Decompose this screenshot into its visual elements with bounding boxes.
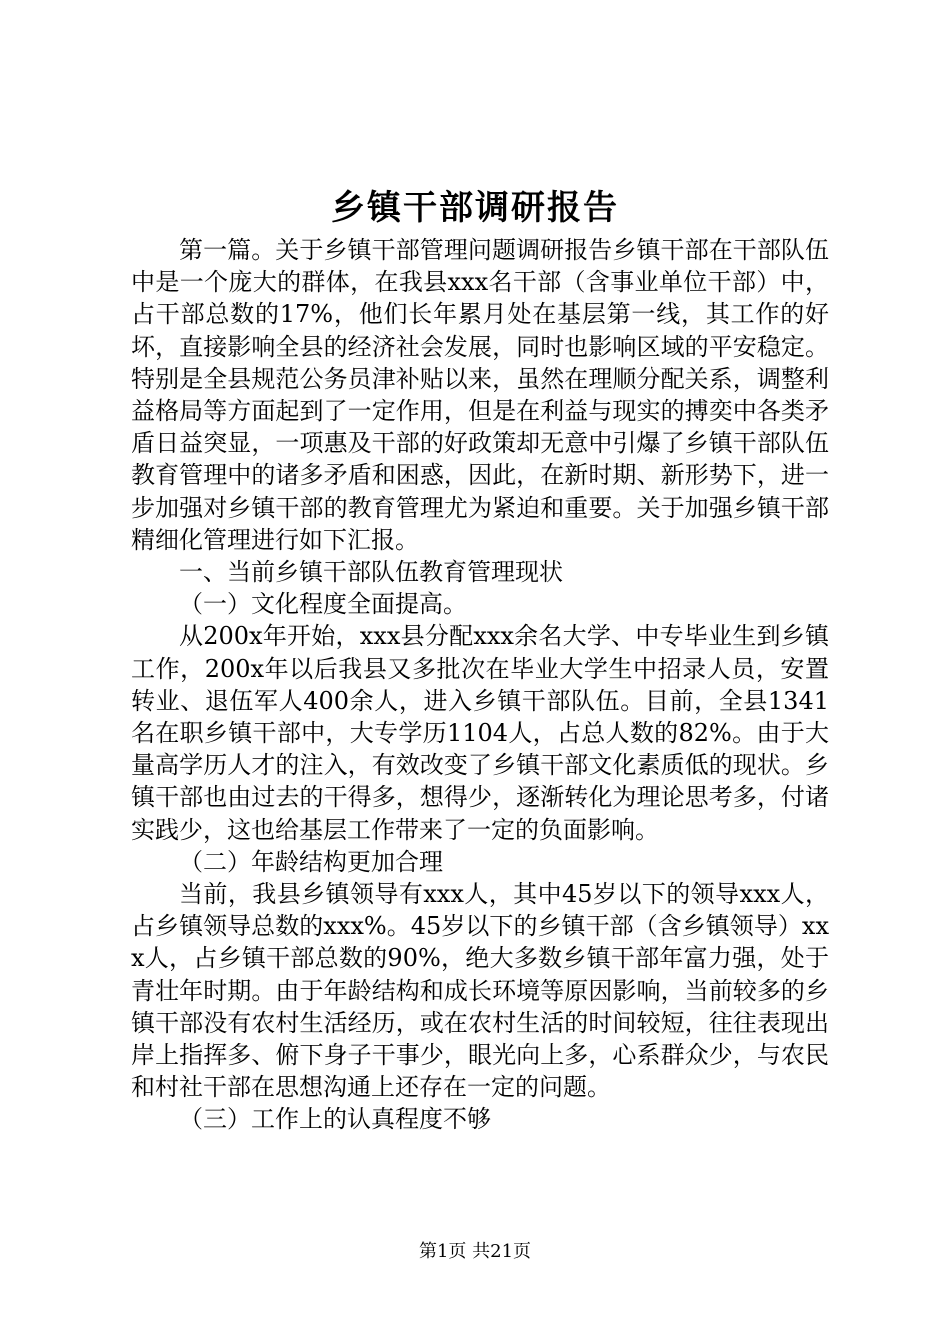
subsection-heading-1: （一）文化程度全面提高。 — [179, 590, 467, 619]
page-number-footer: 第1页 共21页 — [418, 1241, 532, 1262]
document-title: 乡镇干部调研报告 — [331, 188, 619, 228]
paragraph-education: 从200x年开始，xxx县分配xxx余名大学、中专毕业生到乡镇工作，200x年以后我县又多批次在毕业大学生中招录人员，安置转业、退伍军人400余人，进入乡镇干部队伍。目前，全县1341名在职乡镇干部中，大专学历1104人，占总人数的82%。由于大量高学历人才的注入，有效改变了乡镇干部文化素质低的现状。乡镇干部也由过去的干得多，想得少，逐渐转化为理论思考多，付诸实践少，这也给基层工作带来了一定的负面影响。 — [131, 622, 829, 844]
paragraph-age-structure: 当前，我县乡镇领导有xxx人，其中45岁以下的领导xxx人，占乡镇领导总数的xxx%。45岁以下的乡镇干部（含乡镇领导）xxx人，占乡镇干部总数的90%，绝大多数乡镇干部年富力强，处于青壮年时期。由于年龄结构和成长环境等原因影响，当前较多的乡镇干部没有农村生活经历，或在农村生活的时间较短，往往表现出岸上指挥多、俯下身子干事少，眼光向上多，心系群众少，与农民和村社干部在思想沟通上还存在一定的问题。 — [131, 880, 829, 1102]
subsection-heading-2: （二）年龄结构更加合理 — [179, 847, 443, 876]
subsection-heading-3: （三）工作上的认真程度不够 — [179, 1105, 491, 1134]
paragraph-intro: 第一篇。关于乡镇干部管理问题调研报告乡镇干部在干部队伍中是一个庞大的群体，在我县xxx名干部（含事业单位干部）中，占干部总数的17%，他们长年累月处在基层第一线，其工作的好坏，直接影响全县的经济社会发展，同时也影响区域的平安稳定。特别是全县规范公务员津补贴以来，虽然在理顺分配关系，调整利益格局等方面起到了一定作用，但是在利益与现实的搏奕中各类矛盾日益突显，一项惠及干部的好政策却无意中引爆了乡镇干部队伍教育管理中的诸多矛盾和困惑，因此，在新时期、新形势下，进一步加强对乡镇干部的教育管理尤为紧迫和重要。关于加强乡镇干部精细化管理进行如下汇报。 — [131, 236, 829, 554]
section-heading-1: 一、当前乡镇干部队伍教育管理现状 — [179, 558, 563, 587]
document-body — [131, 234, 829, 1136]
